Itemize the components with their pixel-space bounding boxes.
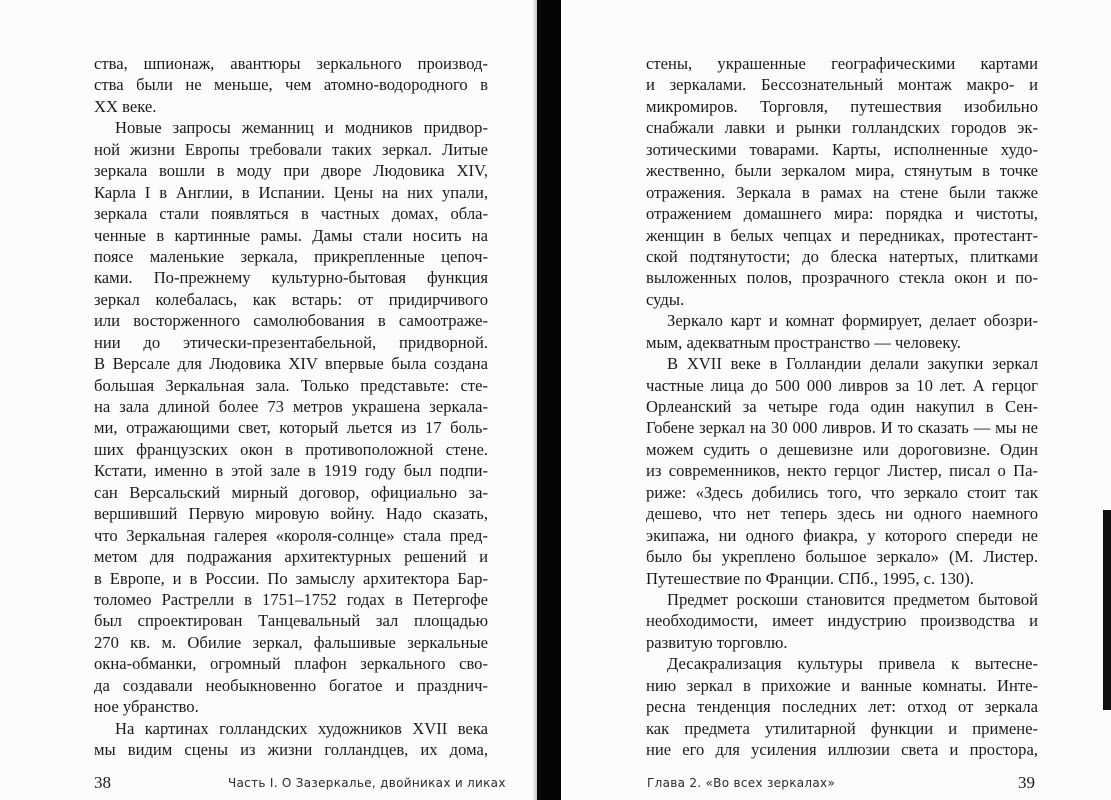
text-line: в Европе, и в России. По замыслу архитектора Бар- (94, 568, 488, 588)
book-spine (537, 0, 561, 800)
text-line: окна-обманки, огромный плафон зеркального сво- (94, 654, 488, 674)
text-line: ной жизни Европы требовали таких зеркал. Литые (94, 139, 488, 159)
text-line: вершивший Первую мировую войну. Надо сказать, (94, 504, 488, 524)
text-line: развитую торговлю. (646, 632, 788, 652)
text-line: был спроектирован Танцевальный зал площадью (94, 611, 488, 631)
text-line: да создавали необыкновенно богатое и празднич- (94, 675, 488, 695)
text-line: снабжали лавки и рынки голландских городов эк- (646, 118, 1038, 138)
text-line: Путешествие по Франции. СПб., 1995, с. 130). (646, 568, 974, 588)
text-line: было бы укреплено большое зеркало» (М. Листер. (646, 547, 1038, 567)
text-line: мым, адекватным пространство — человеку. (646, 332, 961, 352)
text-line: отражением домашнего мира: порядка и чистоты, (646, 204, 1038, 224)
text-line: из современников, некто герцог Листер, писал о Па- (646, 461, 1038, 481)
text-line: ми, отражающими свет, который льется из 17 боль- (94, 418, 488, 438)
text-line: что Зеркальная галерея «короля-солнце» стала пред- (94, 525, 488, 545)
text-line: и зеркалами. Бессознательный монтаж макро- и (646, 75, 1038, 95)
text-line: ками. По-прежнему культурно-бытовая функция (94, 268, 488, 288)
text-line: XX веке. (94, 96, 157, 116)
text-line: ской подтянутости; до блеска натертых, плитками (646, 246, 1038, 266)
right-page-text (646, 53, 1038, 760)
text-line: В Версале для Людовика XIV впервые была создана (94, 354, 488, 374)
text-line: частные лица до 500 000 ливров за 10 лет. А герцог (646, 375, 1038, 395)
text-line: зотическими товарами. Карты, исполненные худо- (646, 139, 1038, 159)
text-line: стены, украшенные географическими картами (646, 54, 1038, 73)
text-line: отражения. Зеркала в рамах на стене были также (646, 182, 1038, 202)
text-line: ное убранство. (94, 697, 199, 717)
text-line: можем судить о дешевизне или дороговизне. Один (646, 439, 1038, 459)
text-line: выложенных полов, прозрачного стекла окон и по- (646, 268, 1038, 288)
text-line: дешево, что нет теперь здесь ни одного наемного (646, 504, 1038, 524)
text-line: В XVII веке в Голландии делали закупки зеркал (667, 354, 1038, 374)
text-line: суды. (646, 289, 685, 309)
text-line: Гобене зеркал на 30 000 ливров. И то сказать — мы не (646, 418, 1038, 438)
text-line: на зала длиной более 73 метров украшена зеркала- (94, 397, 488, 416)
text-line: Орлеанский за четыре года один накупил в Сен- (646, 397, 1038, 416)
text-line: Предмет роскоши становится предметом бытовой (667, 589, 1038, 609)
text-line: риже: «Здесь добились того, что зеркало стоит так (646, 482, 1038, 502)
text-line: Новые запросы жеманниц и модников придвор- (115, 118, 488, 138)
text-line: или восторженного самолюбования в самоотраже- (94, 311, 488, 331)
text-line: ченные в картинные рамы. Дамы стали носить на (94, 225, 488, 245)
text-line: нию зеркал в прихожие и ванные комнаты. Инте- (646, 675, 1038, 695)
left-page-text (94, 53, 488, 760)
text-line: большая Зеркальная зала. Только представьте: сте- (94, 375, 488, 395)
text-line: микромиров. Торговля, путешествия изобильно (646, 96, 1038, 116)
text-line: Десакрализация культуры привела к вытесне- (667, 654, 1038, 674)
text-line: Зеркало карт и комнат формирует, делает обозри- (667, 311, 1038, 331)
text-line: Карла I в Англии, в Испании. Цены на них упали, (94, 182, 488, 202)
text-line: 270 кв. м. Обилие зеркал, фальшивые зеркальные (94, 632, 488, 652)
page-edge-mark (1103, 510, 1111, 710)
page-number-left: 38 (94, 773, 111, 792)
page-number-right: 39 (1018, 773, 1035, 792)
text-line: экипажа, ни одного фиакра, у которого спереди не (646, 525, 1038, 545)
text-line: женщин в белых чепцах и передниках, протестант- (646, 225, 1038, 245)
text-line: метом для подражания архитектурных решений и (94, 547, 488, 567)
text-line: Кстати, именно в этой зале в 1919 году был подпи- (94, 461, 488, 481)
text-line: ресна тенденция последних лет: отход от зеркала (646, 697, 1038, 717)
running-head-right: Глава 2. «Во всех зеркалах» (647, 776, 836, 790)
text-line: жественно, были зеркалом мира, стянутым в точке (646, 161, 1038, 181)
text-line: зеркала стали появляться в частных домах, обла- (94, 204, 488, 224)
text-line: зеркала вошли в моду при дворе Людовика XIV, (94, 161, 488, 181)
text-line: ние его для усиления иллюзии света и простора, (646, 740, 1038, 759)
text-line: мы видим сцены из жизни голландцев, их дома, (94, 740, 488, 759)
text-line: На картинах голландских художников XVII века (115, 718, 488, 738)
text-line: толомео Растрелли в 1751–1752 годах в Петергофе (94, 589, 488, 609)
text-line: ших французских окон в противоположной стене. (94, 439, 488, 459)
text-line: ства были не меньше, чем атомно-водородного в (94, 75, 488, 95)
text-line: зеркал колебалась, как встарь: от придирчивого (94, 289, 488, 309)
running-head-left: Часть I. О Зазеркалье, двойниках и ликах (228, 776, 506, 790)
text-line: поясе маленькие зеркала, прикрепленные цепоч- (94, 246, 488, 266)
text-line: сан Версальский мирный договор, официально за- (94, 482, 488, 502)
text-line: ства, шпионаж, авантюры зеркального производ- (94, 54, 488, 73)
text-line: как предмета утилитарной функции и примене- (646, 718, 1038, 738)
text-line: нии до этически-презентабельной, придворной. (94, 332, 488, 352)
text-line: необходимости, имеет индустрию производства и (646, 611, 1038, 631)
left-page (0, 0, 540, 800)
